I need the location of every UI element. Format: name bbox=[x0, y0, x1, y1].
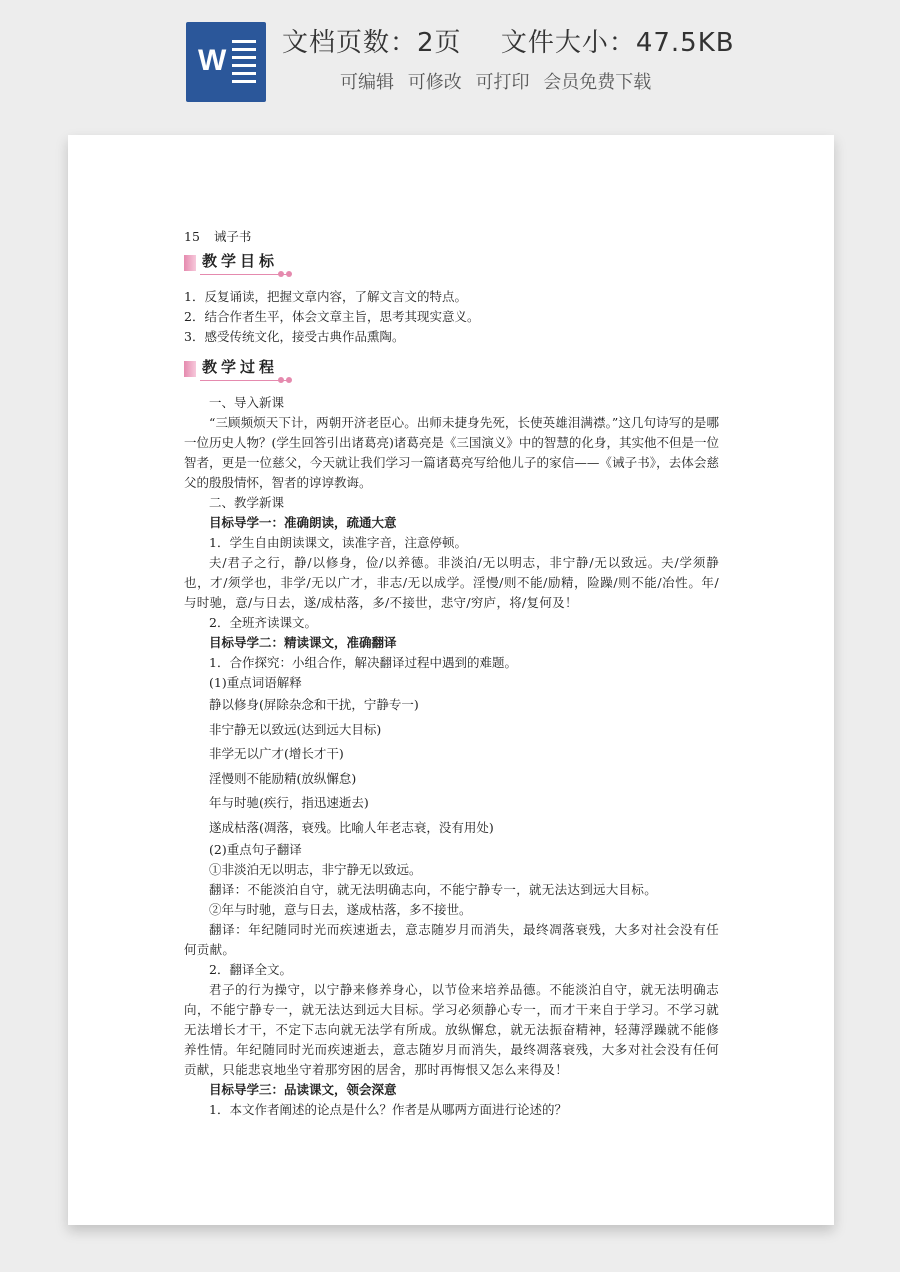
section-heading-text: 教学过程 bbox=[202, 358, 279, 376]
sentence-2: ②年与时驰，意与日去，遂成枯落，多不接世。 bbox=[209, 902, 472, 917]
feature-member-download: 会员免费下载 bbox=[543, 72, 652, 93]
goal1-text: 夫/君子之行，静/以修身，俭/以养德。非淡泊/无以明志，非宁静/无以致远。夫/学须静也，才/须学也，非学/无以广才，非志/无以成学。淫慢/则不能/励精，险躁/则不能/冶性。年/与时驰，意/与日去，遂/成枯落，多/不接世，悲守/穷庐，将/复何及！ bbox=[184, 555, 719, 610]
word-icon-letter: W bbox=[198, 44, 227, 77]
goal1-step2: 2．全班齐读课文。 bbox=[209, 615, 317, 630]
vocab-item: 淫慢则不能励精(放纵懈怠) bbox=[209, 770, 357, 786]
full-translation: 君子的行为操守，以宁静来修养身心，以节俭来培养品德。不能淡泊自守，就无法明确志向，不能宁静专一，就无法达到远大目标。学习必须静心专一，而才干来自于学习。不学习就无法增长才干，不定下志向就无法学有所成。放纵懈怠，就无法振奋精神，轻薄浮躁就不能修养性情。年纪随同时光而疾速逝去，意志随岁月而消失，最终凋落衰残，大多对社会没有任何贡献，只能悲哀地坐守着那穷困的居舍，那时再悔恨又怎么来得及！ bbox=[184, 982, 719, 1077]
section-heading-process bbox=[184, 355, 719, 385]
feature-modifiable: 可修改 bbox=[407, 72, 462, 93]
word-document-icon bbox=[186, 22, 266, 102]
vocab-item: 年与时驰(疾行，指迅速逝去) bbox=[209, 795, 369, 810]
goal2-step1: 1．合作探究：小组合作，解决翻译过程中遇到的难题。 bbox=[209, 655, 517, 670]
vocab-item: 非宁静无以致远(达到远大目标) bbox=[209, 721, 382, 737]
vocab-title: (1)重点词语解释 bbox=[209, 675, 302, 690]
download-banner bbox=[0, 0, 900, 120]
sentence-2-translation: 翻译：年纪随同时光而疾速逝去，意志随岁月而消失，最终凋落衰残，大多对社会没有任何贡献。 bbox=[184, 922, 719, 957]
goal2-step2: 2．翻译全文。 bbox=[209, 962, 292, 977]
vocab-item: 非学无以广才(增长才干) bbox=[209, 746, 344, 761]
sentence-1: ①非淡泊无以明志，非宁静无以致远。 bbox=[209, 862, 422, 877]
objective-2: 2．结合作者生平，体会文章主旨，思考其现实意义。 bbox=[184, 309, 480, 324]
file-size: 文件大小：47.5KB bbox=[500, 28, 735, 58]
lesson-number: 15 bbox=[184, 229, 200, 244]
file-info bbox=[282, 22, 735, 59]
part1-title: 一、导入新课 bbox=[209, 395, 285, 410]
vocab-item: 遂成枯落(凋落，衰残。比喻人年老志衰，没有用处) bbox=[209, 819, 494, 835]
lesson-title bbox=[184, 227, 719, 247]
objective-3: 3．感受传统文化，接受古典作品熏陶。 bbox=[184, 329, 405, 344]
feature-list bbox=[340, 68, 651, 94]
feature-printable: 可打印 bbox=[475, 72, 530, 93]
goal1-heading: 目标导学一：准确朗读，疏通大意 bbox=[209, 515, 397, 530]
page-count: 文档页数：2页 bbox=[282, 28, 462, 58]
word-icon-lines bbox=[232, 40, 256, 88]
vocab-list bbox=[184, 693, 719, 840]
goal1-step1: 1．学生自由朗读课文，读准字音，注意停顿。 bbox=[209, 535, 467, 550]
section-heading-text: 教学目标 bbox=[202, 252, 279, 270]
part1-body: “三顾频烦天下计，两朝开济老臣心。出师未捷身先死，长使英雄泪满襟。”这几句诗写的是哪一位历史人物？(学生回答引出诸葛亮)诸葛亮是《三国演义》中的智慧的化身，其实他不但是一位智者，更是一位慈父，今天就让我们学习一篇诸葛亮写给他儿子的家信——《诫子书》，去体会慈父的殷殷情怀，智者的谆谆教诲。 bbox=[184, 415, 719, 490]
sentence-title: (2)重点句子翻译 bbox=[209, 842, 302, 857]
document-page bbox=[68, 135, 834, 1225]
sentence-1-translation: 翻译：不能淡泊自守，就无法明确志向，不能宁静专一，就无法达到远大目标。 bbox=[209, 882, 658, 897]
part2-title: 二、教学新课 bbox=[209, 495, 285, 510]
lesson-name: 诫子书 bbox=[213, 229, 252, 244]
feature-editable: 可编辑 bbox=[340, 72, 394, 93]
goal3-heading: 目标导学三：品读课文，领会深意 bbox=[209, 1082, 397, 1097]
goal3-step1: 1．本文作者阐述的论点是什么？作者是从哪两方面进行论述的？ bbox=[209, 1102, 567, 1117]
section-heading-objectives bbox=[184, 249, 719, 279]
goal2-heading: 目标导学二：精读课文，准确翻译 bbox=[209, 635, 397, 650]
vocab-item: 静以修身(屏除杂念和干扰，宁静专一) bbox=[209, 697, 419, 712]
objective-1: 1．反复诵读，把握文章内容，了解文言文的特点。 bbox=[184, 289, 467, 304]
document-content bbox=[184, 227, 719, 1120]
